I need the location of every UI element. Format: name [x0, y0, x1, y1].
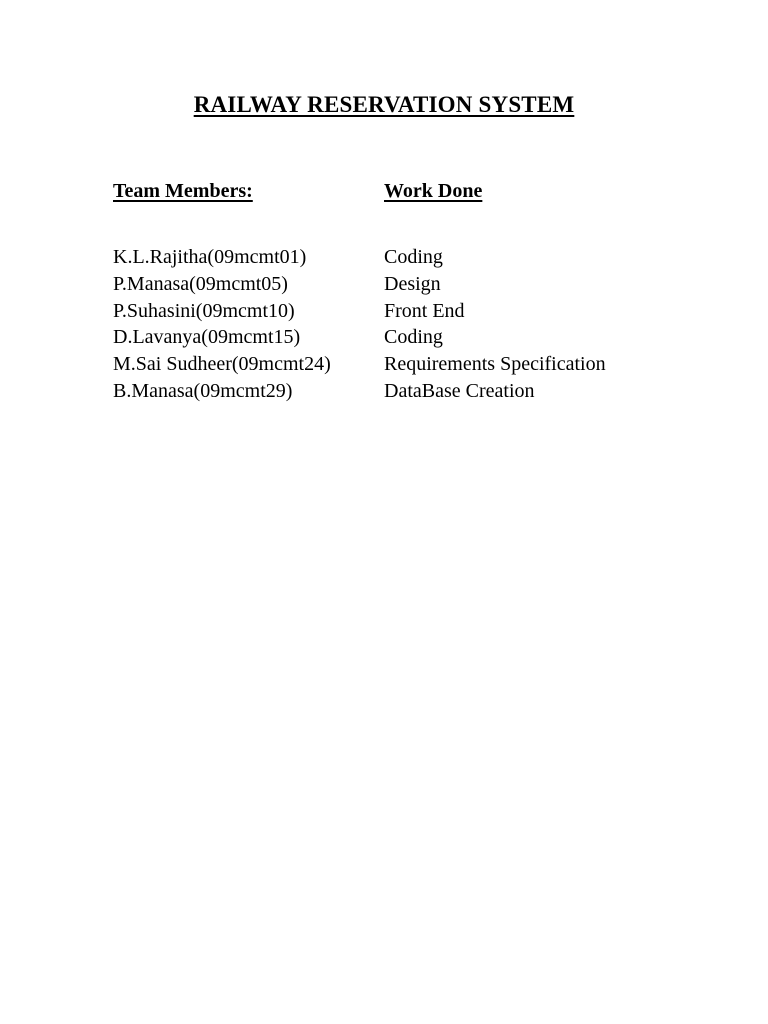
work-done: Front End [384, 299, 465, 322]
work-done: Requirements Specification [384, 353, 606, 376]
work-done: DataBase Creation [384, 379, 535, 402]
work-done: Coding [384, 326, 443, 349]
member-name: K.L.Rajitha(09mcmt01) [113, 246, 307, 268]
team-members-header: Team Members: [113, 180, 253, 202]
table-row [113, 324, 673, 351]
work-done: Coding [384, 246, 443, 268]
member-name: P.Manasa(09mcmt05) [113, 272, 288, 295]
member-name: P.Suhasini(09mcmt10) [113, 299, 295, 322]
table-row [113, 271, 673, 298]
member-name: B.Manasa(09mcmt29) [113, 379, 293, 402]
table-row [113, 378, 673, 405]
table-row [113, 244, 673, 271]
table-row [113, 298, 673, 325]
document-title: RAILWAY RESERVATION SYSTEM [193, 92, 575, 117]
table-row [113, 351, 673, 378]
member-name: M.Sai Sudheer(09mcmt24) [113, 353, 331, 376]
work-done-header: Work Done [384, 180, 483, 202]
team-table [113, 244, 673, 405]
member-name: D.Lavanya(09mcmt15) [113, 326, 301, 349]
work-done: Design [384, 272, 441, 295]
